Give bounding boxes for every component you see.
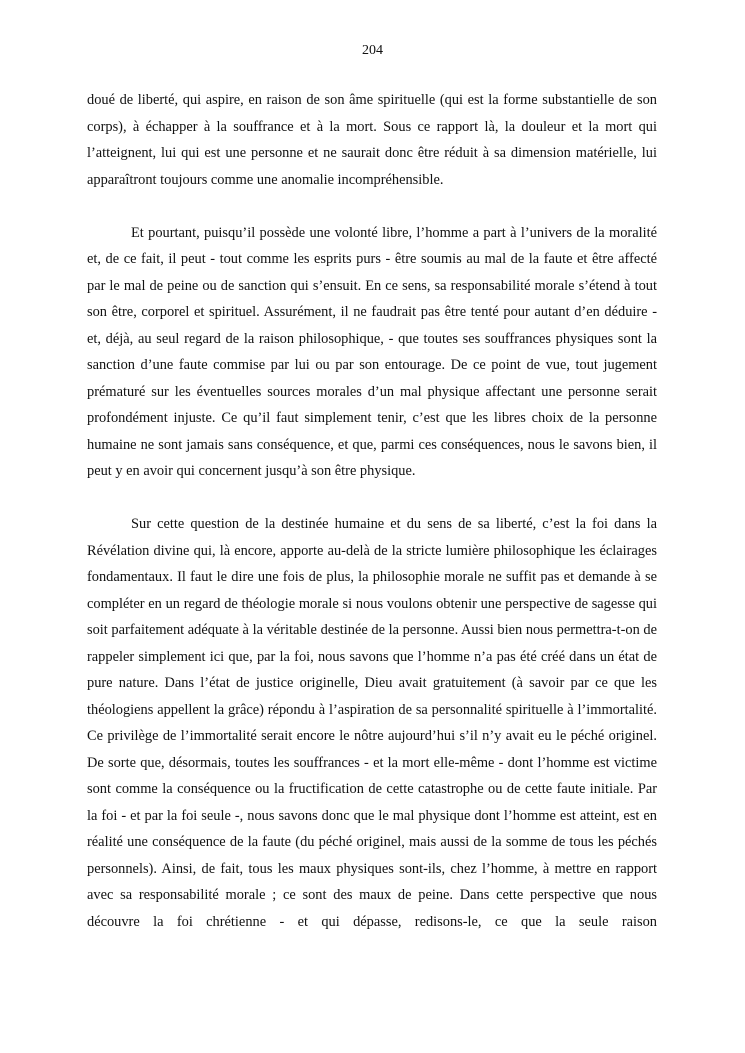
page-body [87, 87, 657, 935]
paragraph-moral-responsibility: Et pourtant, puisqu’il possède une volonté libre, l’homme a part à l’univers de la moralité et, de ce fait, il peut - tout comme les esprits purs - être soumis au mal de la faute et être affecté par le mal de peine ou de sanction qui s’ensuit. En ce sens, sa responsabilité morale s’étend à tout son être, corporel et spirituel. Assurément, il ne faudrait pas être tenté pour autant d’en déduire - et, déjà, au seul regard de la raison philosophique, - que toutes ses souffrances physiques sont la sanction d’une faute commise par lui ou par son entourage. De ce point de vue, tout jugement prématuré sur les éventuelles sources morales d’un mal physique affectant une personne serait profondément injuste. Ce qu’il faut simplement tenir, c’est que les libres choix de la personne humaine ne sont jamais sans conséquence, et que, parmi ces conséquences, nous le savons bien, il peut y en avoir qui concernent jusqu’à son être physique. [87, 224, 657, 479]
paragraph-divine-revelation: Sur cette question de la destinée humaine et du sens de sa liberté, c’est la foi dans la Révélation divine qui, là encore, apporte au-delà de la stricte lumière philosophique les éclairages fondamentaux. Il faut le dire une fois de plus, la philosophie morale ne suffit pas et demande à se compléter en un regard de théologie morale si nous voulons obtenir une perspective de sagesse qui soit parfaitement adéquate à la véritable destinée de la personne. Aussi bien nous permettra-t-on de rappeler simplement ici que, par la foi, nous savons que l’homme n’a pas été créé dans un état de pure nature. Dans l’état de justice originelle, Dieu avait gratuitement (à savoir par ce que les théologiens appellent la grâce) répondu à l’aspiration de sa personnalité spirituelle à l’immortalité. Ce privilège de l’immortalité serait encore le nôtre aujourd’hui s’il n’y avait eu le péché originel. De sorte que, désormais, toutes les souffrances - et la mort elle-même - dont l’homme est victime sont comme la conséquence ou la fructification de cette catastrophe ou de cette faute initiale. Par la foi - et par la foi seule -, nous savons donc que le mal physique dont l’homme est atteint, est en réalité une conséquence de la faute (du péché originel, mais aussi de la somme de tous les péchés personnels). Ainsi, de fait, tous les maux physiques sont-ils, chez l’homme, à mettre en rapport avec sa responsabilité morale ; ce sont des maux de peine. Dans cette perspective que nous découvre la foi chrétienne - et qui dépasse, redisons-le, ce que la seule raison [87, 516, 657, 930]
page-number: 204 [362, 43, 383, 58]
paragraph-continuation: doué de liberté, qui aspire, en raison de son âme spirituelle (qui est la forme substantielle de son corps), à échapper à la souffrance et à la mort. Sous ce rapport là, la douleur et la mort qui l’atteignent, lui qui est une personne et ne saurait donc être réduit à sa dimension matérielle, lui apparaîtront toujours comme une anomalie incompréhensible. [87, 92, 657, 188]
